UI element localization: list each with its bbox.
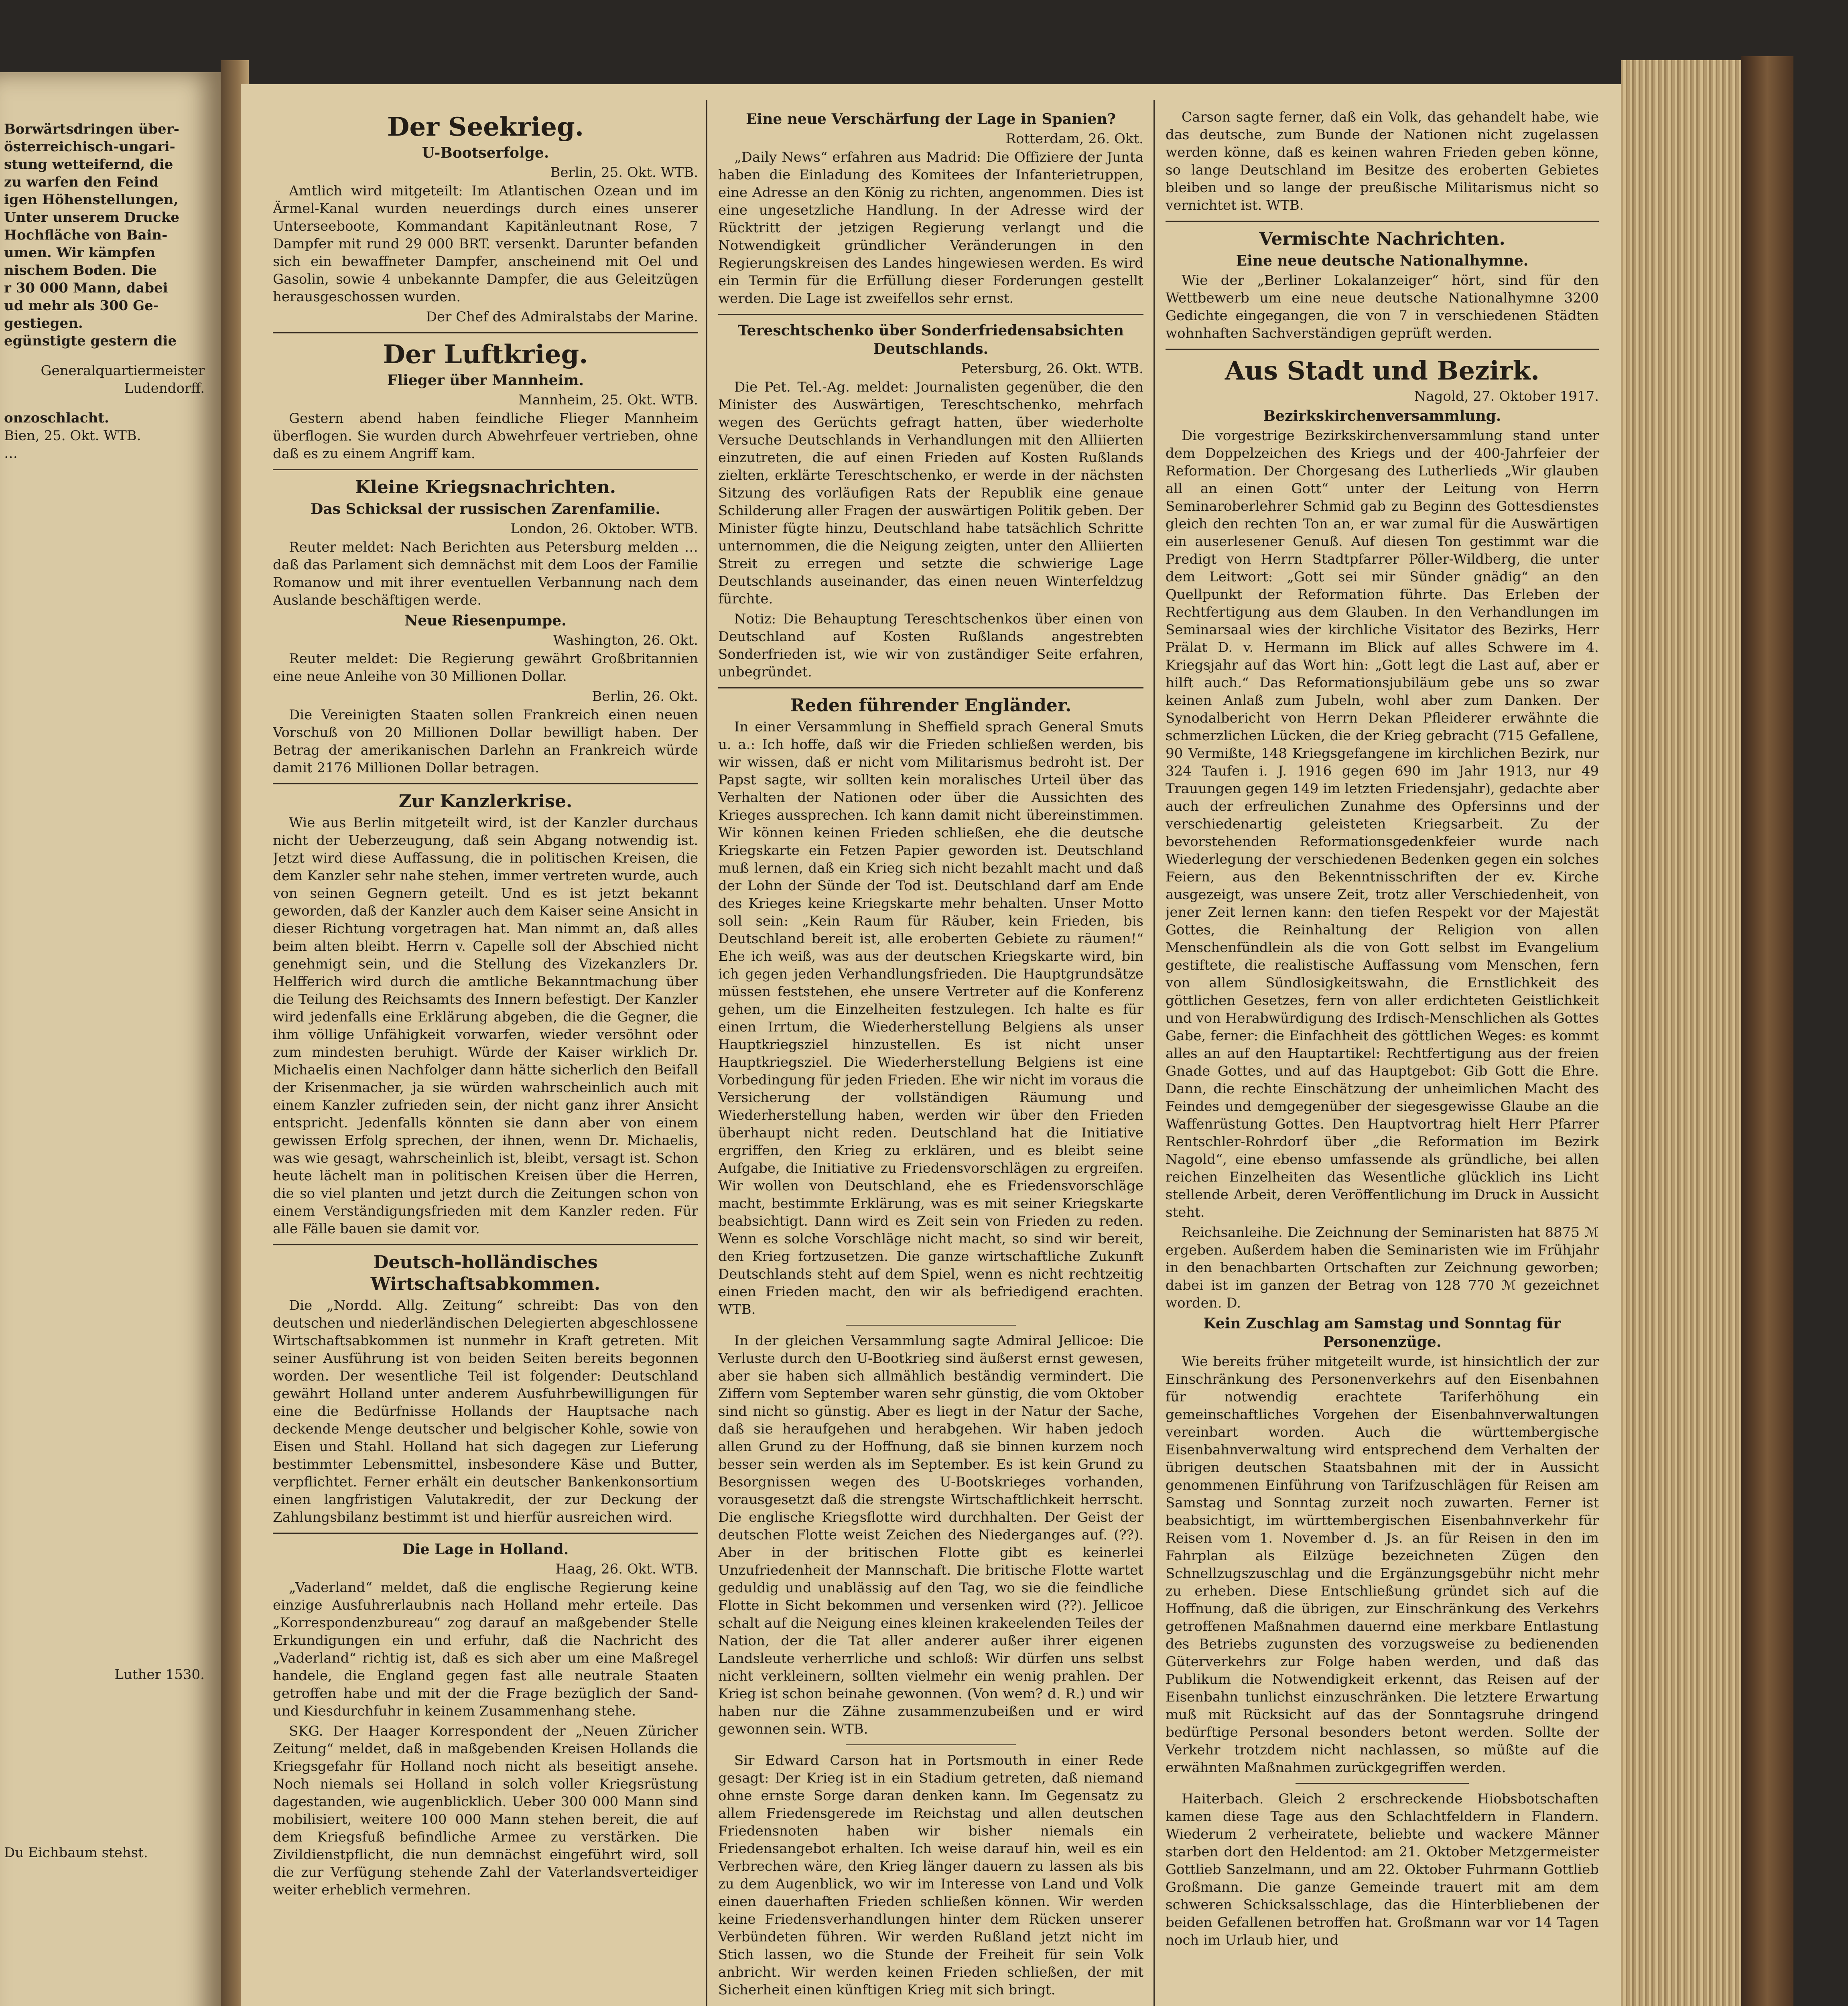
article-body: Die Pet. Tel.-Ag. meldet: Journalisten gegenüber, die den Minister des Auswärtigen, Tereschtschenko, mehrfach wegen des Gerüchts gefragt hatten, über wiederholte Versuche Deutschlands in Verhandlungen mit den Alliierten einzutreten, die auf einen Frieden auf Kosten Rußlands zielten, erklärte Tereschtschenko, er werde in der nächsten Sitzung des vorläufigen Rats der Republik eine genaue Schilderung aller Fragen der auswärtigen Politik geben. Der Minister fügte hinzu, Deutschland habe tatsächlich Schritte unternommen, die die Neigung zeigten, unter den Alliierten Streit zu erregen und setzte die schwierige Lage Deutschlands auseinander, das einen neuen Winterfeldzug fürchte. bbox=[718, 379, 1143, 607]
article-body: Die Vereinigten Staaten sollen Frankreich einen neuen Vorschuß von 20 Millionen Dollar bewilligt haben. Der Betrag der amerikanischen Darlehn an Frankreich würde damit 2176 Millionen Dollar betragen. bbox=[273, 707, 698, 776]
newspaper-page bbox=[241, 84, 1621, 2006]
article-seekrieg bbox=[273, 112, 698, 326]
left-line: Du Eichbaum stehst. bbox=[4, 1845, 148, 1861]
article-note: Notiz: Die Behauptung Tereschtschenkos über einen von Deutschland auf Kosten Rußlands angestrebten Sonderfrieden ist, wie wir von zuständiger Seite erfahren, unbegründet. bbox=[718, 611, 1143, 680]
headline: Der Seekrieg. bbox=[387, 112, 584, 142]
left-page-text bbox=[4, 120, 205, 1862]
left-line: zu warfen den Feind bbox=[4, 174, 159, 190]
article-body: Wie der „Berliner Lokalanzeiger“ hört, sind für den Wettbewerb um eine neue deutsche Nationalhymne 3200 Gedichte eingegangen, die von 7 in verschiedenen Städten wohnhaften Sachverständigen geprüft werden. bbox=[1166, 272, 1599, 341]
left-line: Ludendorff. bbox=[124, 380, 205, 396]
subheadline: Flieger über Mannheim. bbox=[387, 372, 584, 389]
article-wirtschaftsabkommen bbox=[273, 1252, 698, 1526]
column-rule bbox=[1153, 100, 1155, 2006]
article-lage-holland bbox=[273, 1540, 698, 1899]
article-kanzlerkrise bbox=[273, 791, 698, 1238]
headline: Vermischte Nachrichten. bbox=[1259, 229, 1505, 249]
book-cover bbox=[1741, 56, 1793, 2006]
column-1 bbox=[273, 108, 698, 2006]
article-spanien bbox=[718, 110, 1143, 307]
headline: Eine neue Verschärfung der Lage in Spanien? bbox=[746, 111, 1116, 128]
headline: Reden führender Engländer. bbox=[790, 695, 1072, 716]
left-line: ud mehr als 300 Ge- bbox=[4, 298, 159, 314]
article-kleine-kriegsnachrichten bbox=[273, 477, 698, 777]
article-reden-englaender bbox=[718, 695, 1143, 1999]
article-vermischte bbox=[1166, 228, 1599, 342]
article-separator bbox=[273, 783, 698, 784]
left-line: gestiegen. bbox=[4, 315, 83, 331]
left-line: egünstigte gestern die bbox=[4, 333, 177, 349]
left-line: Generalquartiermeister bbox=[41, 363, 205, 379]
article-body: Haiterbach. Gleich 2 erschreckende Hiobsbotschaften kamen diese Tage aus den Schlachtfeldern in Flandern. Wiederum 2 verheiratete, beliebte und wackere Männer starben dort den Heldentod: am 21. Oktober Metzgermeister Gottlieb Sanzelmann, und am 22. Oktober Fuhrmann Gottlieb Großmann. Die ganze Gemeinde trauert mit am dem schweren Schicksalsschlage, das die Hinterbliebenen der beiden Gefallenen betroffen hat. Großmann war vor 14 Tagen noch im Urlaub hier, und bbox=[1166, 1791, 1599, 1948]
subheadline: U-Bootserfolge. bbox=[422, 144, 549, 161]
left-line: … bbox=[4, 445, 18, 461]
article-separator bbox=[1166, 221, 1599, 222]
left-line: Borwärtsdringen über- bbox=[4, 121, 179, 137]
headline: Tereschtschenko über Sonderfriedensabsichten Deutschlands. bbox=[737, 322, 1124, 357]
article-separator bbox=[273, 1244, 698, 1245]
headline: Kleine Kriegsnachrichten. bbox=[355, 477, 616, 497]
article-body: Reichsanleihe. Die Zeichnung der Seminaristen hat 8875 ℳ ergeben. Außerdem haben die Seminaristen wie im Frühjahr in den benachbarten Ortschaften zur Zeichnung geworben; dabei ist im ganzen der Betrag von 128 770 ℳ gezeichnet worden. D. bbox=[1166, 1224, 1599, 1311]
article-body: Wie aus Berlin mitgeteilt wird, ist der Kanzler durchaus nicht der Ueberzeugung, daß sein Abgang notwendig ist. Jetzt wird diese Auffassung, die in politischen Kreisen, die dem Kanzler sehr nahe stehen, immer vertreten wurde, auch von seinen Gegnern geteilt. Und es ist jetzt bekannt geworden, daß der Kanzler auch dem Kaiser seine Ansicht in dieser Richtung vorgetragen hat. Man nimmt an, daß alles beim alten bleibt. Herrn v. Capelle soll der Abschied nicht genehmigt sein, und die Stellung des Vizekanzlers Dr. Helfferich wird durch die amtliche Bekanntmachung über die Teilung des Reichsamts des Innern befestigt. Der Kanzler wird jedenfalls eine Erklärung abgeben, die die Gegner, die ihm völlige Unfähigkeit vorwarfen, wieder versöhnt oder zum mindesten beruhigt. Würde der Kaiser wirklich Dr. Michaelis einen Nachfolger dann hätte sicherlich den Beifall der Krisenmacher, ja sie würden wahrscheinlich auch mit einem Kanzler zufrieden sein, der nicht ganz ihrer Ansicht entspricht. Jedenfalls könnten sie dann aber von einem gewissen Erfolg sprechen, der ihnen, wenn Dr. Michaelis, was wie gesagt, wahrscheinlich ist, bleibt, versagt ist. Schon heute lächelt man in politischen Kreisen über die Herren, die so viel planten und jetzt durch die Zeitungen schon von einem Verständigungsfrieden mit dem Kanzler reden. Für alle Fälle bauen sie damit vor. bbox=[273, 815, 698, 1237]
article-body: Reuter meldet: Nach Berichten aus Petersburg melden … daß das Parlament sich demnächst mit dem Loos der Familie Romanow und mit ihrer eventuellen Verbannung nach dem Auslande beschäftigen werde. bbox=[273, 539, 698, 608]
article-tereschtschenko bbox=[718, 321, 1143, 681]
left-page bbox=[0, 72, 221, 2006]
left-line: umen. Wir kämpfen bbox=[4, 245, 156, 261]
left-line: Luther 1530. bbox=[114, 1667, 205, 1683]
headline: Zur Kanzlerkrise. bbox=[398, 791, 573, 812]
headline: Der Luftkrieg. bbox=[383, 339, 588, 370]
subheadline: Bezirkskirchenversammlung. bbox=[1263, 408, 1501, 424]
article-luftkrieg bbox=[273, 340, 698, 463]
headline: Die Lage in Holland. bbox=[402, 1541, 569, 1558]
subheadline: Kein Zuschlag am Samstag und Sonntag für Personenzüge. bbox=[1203, 1315, 1561, 1350]
left-line: igen Höhenstellungen, bbox=[4, 192, 179, 208]
column-rule bbox=[706, 100, 707, 2006]
short-divider bbox=[1296, 1783, 1469, 1784]
article-body: SKG. Der Haager Korrespondent der „Neuen Züricher Zeitung“ meldet, daß in maßgebenden Kreisen Hollands die Kriegsgefahr für Holland noch nicht als beseitigt ansehe. Noch niemals sei Holland in solch voller Kriegsrüstung dagestanden, wie augenblicklich. Ueber 300 000 Mann sind mobilisiert, weitere 100 000 Mann stehen bereit, die auf dem Kriegsfuß befindliche Armee zu verstärken. Die Zivildienstpflicht, die nun demnächst eingeführt wird, soll die zur Verfügung stehende Zahl der Vaterlandsverteidiger weiter erheblich vermehren. bbox=[273, 1723, 698, 1898]
left-line: nischem Boden. Die bbox=[4, 262, 157, 278]
headline: Deutsch-holländisches Wirtschaftsabkommen. bbox=[370, 1252, 601, 1294]
left-line: stung wetteifernd, die bbox=[4, 156, 173, 173]
dateline: Berlin, 26. Okt. bbox=[592, 688, 698, 705]
subheadline: Neue Riesenpumpe. bbox=[404, 612, 567, 629]
article-body: Amtlich wird mitgeteilt: Im Atlantischen Ozean und im Ärmel-Kanal wurden neuerdings durch eines unserer Unterseeboote, Kommandant Kapitänleutnant Rose, 7 Dampfer mit rund 29 000 BRT. versenkt. Darunter befanden sich ein bewaffneter Dampfer, anscheinend mit Oel und Gasolin, sowie 4 unbekannte Dampfer, die aus Geleitzügen herausgeschossen wurden. bbox=[273, 183, 698, 305]
asterisk-divider bbox=[846, 1744, 1016, 1745]
column-3 bbox=[1166, 108, 1599, 2006]
article-stadt-bezirk bbox=[1166, 356, 1599, 1949]
article-body: Die vorgestrige Bezirkskirchenversammlung stand unter dem Doppelzeichen des Kriegs und der 400-Jahrfeier der Reformation. Der Chorgesang des Lutherlieds „Wir glauben all an einen Gott“ unter der Leitung von Herrn Seminaroberlehrer Schmid gab zu Beginn des Gottesdienstes gleich den rechten Ton an, er war zumal für die Auswärtigen ein auserlesener Genuß. Auf diesen Ton gestimmt war die Predigt von Herrn Stadtpfarrer Pöller-Wildberg, die unter dem Leitwort: „Gott sei mir Sünder gnädig“ an den Quellpunkt der Reformation führte. Das Erleben der Rechtfertigung aus dem Glauben. In den Verhandlungen im Seminarsaal wies der kirchliche Visitator des Bezirks, Herr Prälat D. v. Hermann im Blick auf alles Schwere im 4. Kriegsjahr auf das Wort hin: „Gott legt die Last auf, aber er hilft auch.“ Das Reformationsjubiläum gebe uns so zwar keinen Anlaß zum Jubeln, wohl aber zum Danken. Der Synodalbericht von Herrn Dekan Pfleiderer erwähnte die schmerzlichen Lücken, die der Krieg gebracht (715 Gefallene, 90 Vermißte, 148 Kriegsgefangene im kirchlichen Bezirk, nur 324 Taufen i. J. 1916 gegen 690 im Jahr 1913, nur 49 Trauungen gegen 149 im letzten Friedensjahr), gedachte aber auch der erfreulichen Zunahme des Opfersinns und der verschiedenartig geleisteten Kriegsarbeit. Zu der bevorstehenden Reformationsgedenkfeier wurde nach Wiederlegung der verschiedenen Bedenken gegen ein solches Feiern, aus den Bekenntnisschriften der ev. Kirche ausgezeigt, was unsere Zeit, trotz aller Verschiedenheit, von jener Zeit lernen kann: den tiefen Respekt vor der Majestät Gottes, die Reinhaltung der Religion von allen Menschenfündlein als die von Gott selbst im Evangelium gestiftete, die realistische Auffassung vom Menschen, fern von allem Sündlosigkeitswahn, die Ernstlichkeit des göttlichen Gesetzes, fern von aller erdichteten Geistlichkeit und von Herabwürdigung des Irdisch-Menschlichen als Gottes Gabe, ferner: die Einfachheit des göttlichen Weges: es kommt alles an auf den Hauptartikel: Rechtfertigung aus der freien Gnade Gottes, und auf das Hauptgebot: Gib Gott die Ehre. Dann, die rechte Einschätzung der unheimlichen Macht des Feindes und demgegenüber der siegesgewisse Glaube an die Waffenrüstung Gottes. Den Hauptvortrag hielt Herr Pfarrer Rentschler-Rohrdorf über „die Reformation im Bezirk Nagold“, eine ebenso umfassende als gründliche, bei allen reichen Einzelheiten das Wesentliche glücklich ins Licht stellende Arbeit, deren Veröffentlichung im Druck in Aussicht steht. bbox=[1166, 428, 1599, 1220]
headline: Aus Stadt und Bezirk. bbox=[1225, 356, 1540, 386]
dateline: London, 26. Oktober. WTB. bbox=[510, 521, 698, 537]
article-separator bbox=[718, 314, 1143, 315]
dateline: Haag, 26. Okt. WTB. bbox=[555, 1561, 698, 1577]
article-separator bbox=[273, 469, 698, 470]
left-line: r 30 000 Mann, dabei bbox=[4, 280, 168, 296]
column-2 bbox=[718, 108, 1143, 2006]
article-body: Die „Nordd. Allg. Zeitung“ schreibt: Das von den deutschen und niederländischen Delegierten abgeschlossene Wirtschaftsabkommen ist nunmehr in Kraft getreten. Mit seiner Ausführung ist von beiden Seiten bereits begonnen worden. Der wesentliche Teil ist folgender: Deutschland gewährt Holland unter anderem Ausfuhrbewilligungen für eine die Bedürfnisse Hollands der Hauptsache nach deckende Menge deutscher und belgischer Kohle, sowie von Eisen und Stahl. Holland hat sich dagegen zur Lieferung bestimmter Lebensmittel, insbesondere Käse und Butter, verpflichtet. Ferner erhält ein deutscher Bankenkonsortium einen langfristigen Valutakredit, der zur Deckung der Zahlungsbilanz bestimmt ist und hierfür ausreichen wird. bbox=[273, 1297, 698, 1525]
left-line: Unter unserem Drucke bbox=[4, 209, 180, 225]
dateline: Berlin, 25. Okt. WTB. bbox=[550, 164, 698, 181]
article-body: Wie bereits früher mitgeteilt wurde, ist hinsichtlich der zur Einschränkung des Personenverkehrs auf den Eisenbahnen für notwendig erachtete Tariferhöhung ein gemeinschaftliches Vorgehen der Eisenbahnverwaltungen vereinbart worden. Auch die württembergische Eisenbahnverwaltung wird entsprechend dem Verhalten der übrigen deutschen Staatsbahnen mit der in Aussicht genommenen Einführung von Tarifzuschlägen für Reisen am Samstag und Sonntag zurzeit noch zuwarten. Ferner ist beabsichtigt, im württembergischen Eisenbahnverkehr für Reisen vom 1. November d. Js. an für Reisen in den im Fahrplan als Eilzüge bezeichneten Zügen den Schnellzugszuschlag und die Ergänzungsgebühr nicht mehr zu erheben. Diese Entschließung gründet sich auf die Hoffnung, daß die übrigen, zur Einschränkung des Verkehrs getroffenen Maßnahmen dauernd eine merkbare Entlastung des Betriebs zugunsten des vorzugsweise zu bedienenden Güterverkehrs zur Folge haben werden, und daß das Publikum die Notwendigkeit erkennt, das Reisen auf der Eisenbahn tunlichst einzuschränken. Die letztere Erwartung muß mit Rücksicht auf das der Sonntagsruhe dringend bedürftige Personal besonders betont werden. Sollte der Verkehr trotzdem nicht nachlassen, so müßte auf die erwähnten Maßnahmen zurückgegriffen werden. bbox=[1166, 1354, 1599, 1776]
subheadline: Eine neue deutsche Nationalhymne. bbox=[1236, 252, 1529, 269]
article-body: Sir Edward Carson hat in Portsmouth in einer Rede gesagt: Der Krieg ist in ein Stadium getreten, daß niemand ohne ernste Sorge daran denken kann. Im Gegensatz zu allem Friedensgerede im Reichstag und allen deutschen Friedensnoten haben wir bisher niemals ein Friedensangebot erhalten. Ich weise darauf hin, weil es ein Verbrechen wäre, den Krieg länger dauern zu lassen als bis zu dem Augenblick, wo wir im Interesse von Land und Volk einen dauerhaften Frieden schließen können. Wir werden keine Friedensverhandlungen hinter dem Rücken unserer Verbündeten führen. Wir werden Rußland jetzt nicht im Stich lassen, wo die Stunde der Freiheit für sein Volk anbricht. Wir werden keinen Frieden schließen, der mit Sicherheit einen künftigen Krieg mit sich bringt. bbox=[718, 1752, 1143, 1998]
article-body: „Daily News“ erfahren aus Madrid: Die Offiziere der Junta haben die Einladung des Komitees der Infanterietruppen, eine Adresse an den König zu richten, angenommen. Dies ist eine ungesetzliche Handlung. In der Adresse wird der Rücktritt der jetzigen Regierung verlangt und die Notwendigkeit gründlicher Veränderungen in den Regierungskreisen des Landes hingewiesen werden. Es wird ein Termin für die Erfüllung dieser Forderungen gestellt werden. Die Lage ist zweifellos sehr ernst. bbox=[718, 149, 1143, 307]
dateline: Rotterdam, 26. Okt. bbox=[1005, 131, 1143, 147]
page-edges bbox=[1621, 60, 1741, 2006]
article-separator bbox=[273, 332, 698, 333]
dateline: Nagold, 27. Oktober 1917. bbox=[1414, 388, 1599, 404]
dateline: Mannheim, 25. Okt. WTB. bbox=[518, 392, 698, 408]
left-line: Bien, 25. Okt. WTB. bbox=[4, 428, 141, 444]
left-line: onzoschlacht. bbox=[4, 410, 109, 426]
article-separator bbox=[273, 1533, 698, 1534]
asterisk-divider bbox=[846, 1325, 1016, 1326]
signature: Der Chef des Admiralstabs der Marine. bbox=[426, 309, 698, 325]
article-body: „Vaderland“ meldet, daß die englische Regierung keine einzige Ausfuhrerlaubnis nach Holland mehr erteile. Das „Korrespondenzbureau“ zog darauf an maßgebender Stelle Erkundigungen ein und erfuhr, daß die Nachricht des „Vaderland“ richtig ist, daß es sich aber um eine Maßregel handele, die England gegen fast alle neutrale Staaten getroffen habe und mit der die Frage bezüglich der Sand- und Kiesdurchfuhr in keinem Zusammenhang stehe. bbox=[273, 1580, 698, 1719]
left-line: Hochfläche von Bain- bbox=[4, 227, 168, 243]
article-body: Reuter meldet: Die Regierung gewährt Großbritannien eine neue Anleihe von 30 Millionen Dollar. bbox=[273, 651, 698, 684]
article-separator bbox=[1166, 349, 1599, 350]
article-body: In der gleichen Versammlung sagte Admiral Jellicoe: Die Verluste durch den U-Bootkrieg sind äußerst ernst gewesen, aber sie haben sich allmählich beständig vermindert. Die Ziffern vom September waren sehr günstig, die vom Oktober sind nicht so günstig. Aber es liegt in der Natur der Sache, daß sie heraufgehen und herabgehen. Wir haben jedoch allen Grund zu der Hoffnung, daß sie binnen kurzem noch besser sein werden als im September. Es ist kein Grund zu Besorgnissen wegen des U-Bootskrieges vorhanden, vorausgesetzt daß die strengste Wirtschaftlichkeit herrscht. Die englische Kriegsflotte wird durchhalten. Der Geist der deutschen Flotte weist Zeichen des Niederganges auf. (??). Aber in der britischen Flotte gibt es keinerlei Unzufriedenheit der Mannschaft. Die britische Flotte wartet geduldig und unablässig auf den Tag, wo sie die feindliche Flotte in Sicht bekommen und versenken wird (??). Jellicoe schalt auf die Neigung eines kleinen krakeelenden Teiles der Nation, der die Tat aller anderer außer ihrer eigenen Landsleute verherrliche und schloß: Wir dürfen uns selbst nicht verkleinern, sollten vielmehr ein wenig prahlen. Der Krieg ist schon beinahe gewonnen. (Von wem? d. R.) und wir haben nur die Zähne zusammenzubeißen und er wird gewonnen sein. WTB. bbox=[718, 1333, 1143, 1737]
article-separator bbox=[718, 687, 1143, 688]
dateline: Washington, 26. Okt. bbox=[553, 632, 698, 648]
dateline: Petersburg, 26. Okt. WTB. bbox=[961, 361, 1143, 377]
article-body: Gestern abend haben feindliche Flieger Mannheim überflogen. Sie wurden durch Abwehrfeuer vertrieben, ohne daß es zu einem Angriff kam. bbox=[273, 410, 698, 462]
article-body: In einer Versammlung in Sheffield sprach General Smuts u. a.: Ich hoffe, daß wir die Frieden schließen werden, bis wir wissen, daß er nicht vom Militarismus bedroht ist. Der Papst sagte, wir sollten kein moralisches Urteil über das Verhalten der Nationen oder über die Aussichten des Krieges aussprechen. Ich kann damit nicht übereinstimmen. Wir können keinen Frieden schließen, ehe die deutsche Kriegskarte ein Fetzen Papier geworden ist. Deutschland muß lernen, daß ein Krieg sich nicht bezahlt macht und daß der Lohn der Sünde der Tod ist. Deutschland darf am Ende des Krieges keine Kriegskarte mehr behalten. Unser Motto soll sein: „Kein Raum für Räuber, kein Frieden, bis Deutschland bereit ist, alle eroberten Gebiete zu räumen!“ Ehe ich weiß, was aus der deutschen Kriegskarte wird, bin ich gegen jeden Verhandlungsfrieden. Die Hauptgrundsätze müssen feststehen, ehe unsere Vertreter auf die Konferenz gehen, um die Einzelheiten festzulegen. Ich halte es für einen Irrtum, die Wiederherstellung Belgiens als unser Hauptkriegsziel hinzustellen. Es ist nicht unser Hauptkriegsziel. Die Wiederherstellung Belgiens ist eine Vorbedingung für jeden Frieden. Ehe wir nicht im voraus die Versicherung der vollständigen Räumung und Wiederherstellung haben, werden wir über den Frieden überhaupt nicht reden. Deutschland hat die Initiative ergriffen, den Krieg zu erklären, und es bleibt seine Aufgabe, die Initiative zu Friedensvorschlägen zu ergreifen. Wir wollen von Deutschland, ehe es Friedensvorschläge macht, bestimmte Erklärung, was es mit seiner Kriegskarte beabsichtigt. Dann wird es Zeit sein von Frieden zu reden. Wenn es solche Vorschläge nicht macht, so sind wir bereit, den Krieg fortzusetzen. Die ganze wirtschaftliche Zukunft Deutschlands steht auf dem Spiel, wenn es nicht rechtzeitig einen Frieden macht, den wir als befriedigend erachten. WTB. bbox=[718, 719, 1143, 1318]
article-body: Carson sagte ferner, daß ein Volk, das gehandelt habe, wie das deutsche, zum Bunde der Nationen nicht zugelassen werden könne, daß es keinen wahren Frieden geben könne, so lange Deutschland im Besitze des eroberten Gebietes bleiben und so lange der preußische Militarismus nicht so vernichtet ist. WTB. bbox=[1166, 109, 1599, 213]
left-line: österreichisch-ungari- bbox=[4, 139, 175, 155]
subheadline: Das Schicksal der russischen Zarenfamilie. bbox=[311, 501, 660, 518]
